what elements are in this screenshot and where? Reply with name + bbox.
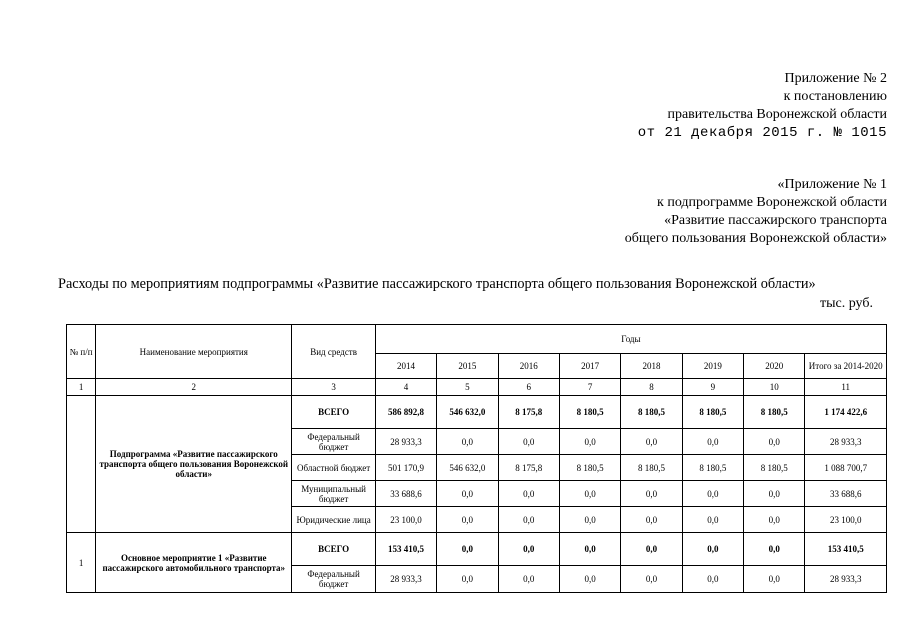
value-cell: 8 180,5 [559, 396, 620, 429]
total-cell: 1 088 700,7 [805, 455, 887, 481]
source-cell: Федеральный бюджет [292, 429, 376, 455]
value-cell: 0,0 [621, 566, 682, 593]
table-index-row [67, 379, 887, 396]
value-cell: 0,0 [621, 533, 682, 566]
col-name-header: Наименование мероприятия [96, 325, 292, 379]
value-cell: 0,0 [559, 507, 620, 533]
table-row [67, 533, 887, 566]
value-cell: 0,0 [682, 566, 743, 593]
index-cell: 7 [559, 379, 620, 396]
value-cell: 0,0 [437, 507, 498, 533]
decree-date: от 21 декабря 2015 г. № 1015 [637, 125, 887, 141]
total-cell: 1 174 422,6 [805, 396, 887, 429]
value-cell: 0,0 [437, 429, 498, 455]
source-cell: ВСЕГО [292, 533, 376, 566]
value-cell: 0,0 [744, 566, 805, 593]
value-cell: 0,0 [437, 533, 498, 566]
index-cell: 3 [292, 379, 376, 396]
value-cell: 153 410,5 [375, 533, 436, 566]
year-header: 2018 [621, 354, 682, 379]
col-source-header: Вид средств [292, 325, 376, 379]
col-num-header: № п/п [67, 325, 96, 379]
index-cell: 5 [437, 379, 498, 396]
total-cell: 28 933,3 [805, 429, 887, 455]
value-cell: 0,0 [682, 429, 743, 455]
value-cell: 0,0 [498, 429, 559, 455]
approval-header [638, 70, 887, 142]
row-num-cell: 1 [67, 533, 96, 593]
col-years-group-header: Годы [375, 325, 886, 354]
total-cell: 153 410,5 [805, 533, 887, 566]
value-cell: 8 175,8 [498, 455, 559, 481]
year-header: 2016 [498, 354, 559, 379]
value-cell: 8 180,5 [744, 455, 805, 481]
value-cell: 501 170,9 [375, 455, 436, 481]
value-cell: 0,0 [744, 533, 805, 566]
total-cell: 28 933,3 [805, 566, 887, 593]
value-cell: 28 933,3 [375, 429, 436, 455]
value-cell: 8 180,5 [621, 455, 682, 481]
source-cell: Областной бюджет [292, 455, 376, 481]
index-cell: 9 [682, 379, 743, 396]
value-cell: 546 632,0 [437, 396, 498, 429]
source-cell: Юридические лица [292, 507, 376, 533]
row-num-cell [67, 396, 96, 533]
value-cell: 0,0 [437, 481, 498, 507]
document-title: Расходы по мероприятиям подпрограммы «Развитие пассажирского транспорта общего пользования Воронежской области» [58, 276, 816, 292]
source-cell: ВСЕГО [292, 396, 376, 429]
value-cell: 0,0 [498, 507, 559, 533]
total-header: Итого за 2014-2020 [805, 354, 887, 379]
table-header-row [67, 325, 887, 354]
value-cell: 0,0 [498, 533, 559, 566]
value-cell: 0,0 [744, 429, 805, 455]
year-header: 2019 [682, 354, 743, 379]
value-cell: 23 100,0 [375, 507, 436, 533]
value-cell: 8 180,5 [682, 396, 743, 429]
index-cell: 8 [621, 379, 682, 396]
value-cell: 0,0 [437, 566, 498, 593]
subprogram-ref: к подпрограмме Воронежской области [657, 195, 887, 210]
government-name: правительства Воронежской области [667, 107, 887, 122]
value-cell: 0,0 [744, 507, 805, 533]
appendix-number: Приложение № 2 [784, 71, 887, 86]
value-cell: 0,0 [498, 481, 559, 507]
source-cell: Муниципальный бюджет [292, 481, 376, 507]
index-cell: 4 [375, 379, 436, 396]
units-label: тыс. руб. [820, 296, 873, 311]
value-cell: 0,0 [621, 429, 682, 455]
year-header: 2015 [437, 354, 498, 379]
value-cell: 33 688,6 [375, 481, 436, 507]
value-cell: 0,0 [682, 533, 743, 566]
value-cell: 546 632,0 [437, 455, 498, 481]
value-cell: 0,0 [559, 481, 620, 507]
measure-name-cell: Подпрограмма «Развитие пассажирского транспорта общего пользования Воронежской области» [96, 396, 292, 533]
measure-name-cell: Основное мероприятие 1 «Развитие пассажирского автомобильного транспорта» [96, 533, 292, 593]
subprogram-appendix: «Приложение № 1 [777, 177, 887, 192]
value-cell: 0,0 [559, 533, 620, 566]
value-cell: 8 180,5 [744, 396, 805, 429]
value-cell: 586 892,8 [375, 396, 436, 429]
table-row [67, 396, 887, 429]
expenses-table [66, 324, 887, 593]
year-header: 2020 [744, 354, 805, 379]
subprogram-header [625, 176, 887, 248]
value-cell: 0,0 [682, 507, 743, 533]
subprogram-name-1: «Развитие пассажирского транспорта [664, 213, 887, 228]
value-cell: 8 175,8 [498, 396, 559, 429]
value-cell: 0,0 [682, 481, 743, 507]
year-header: 2017 [559, 354, 620, 379]
year-header: 2014 [375, 354, 436, 379]
value-cell: 0,0 [744, 481, 805, 507]
value-cell: 0,0 [621, 481, 682, 507]
index-cell: 6 [498, 379, 559, 396]
value-cell: 0,0 [559, 429, 620, 455]
total-cell: 33 688,6 [805, 481, 887, 507]
index-cell: 1 [67, 379, 96, 396]
value-cell: 0,0 [621, 507, 682, 533]
index-cell: 11 [805, 379, 887, 396]
value-cell: 8 180,5 [682, 455, 743, 481]
value-cell: 0,0 [498, 566, 559, 593]
value-cell: 8 180,5 [621, 396, 682, 429]
value-cell: 8 180,5 [559, 455, 620, 481]
index-cell: 2 [96, 379, 292, 396]
source-cell: Федеральный бюджет [292, 566, 376, 593]
subprogram-name-2: общего пользования Воронежской области» [624, 231, 887, 246]
decree-ref: к постановлению [783, 89, 887, 104]
value-cell: 0,0 [559, 566, 620, 593]
index-cell: 10 [744, 379, 805, 396]
total-cell: 23 100,0 [805, 507, 887, 533]
value-cell: 28 933,3 [375, 566, 436, 593]
